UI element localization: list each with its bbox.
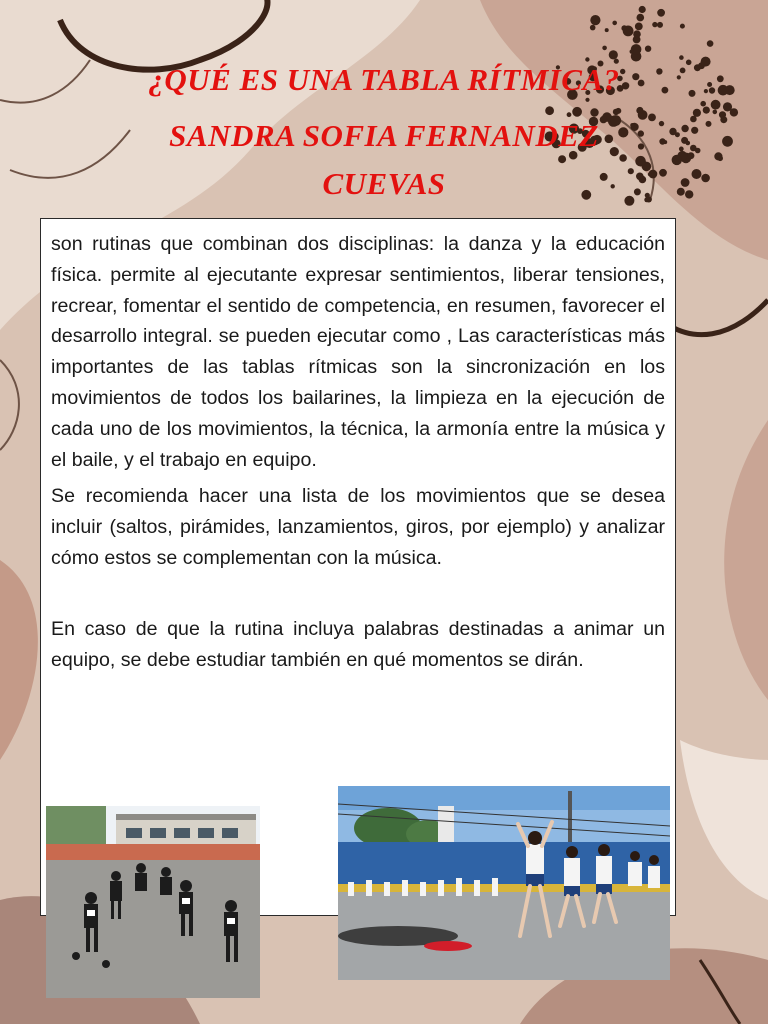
paragraph-definition: son rutinas que combinan dos disciplinas: la danza y la educación física. permite al ejecutante expresar sentimientos, liberar tensiones, recrear, fomentar el sentido de competencia, en resumen, favorecer el desarrollo integral. se pueden ejecutar como , Las características más importantes de las tablas rítmicas son la sincronización en los movimientos de todos los bailarines, la limpieza en la ejecución de cada uno de los movimientos, la técnica, la armonía entre la música y el baile, y el trabajo en equipo. — [51, 233, 665, 471]
dance-photo-outdoor — [338, 786, 670, 980]
page-title: ¿QUÉ ES UNA TABLA RÍTMICA? — [148, 62, 620, 97]
paragraph-recommendation: Se recomienda hacer una lista de los movimientos que se desea incluir (saltos, pirámides, lanzamientos, giros, por ejemplo) y analizar cómo estos se complementan con la música. — [51, 485, 665, 569]
paragraph-cheer-words: En caso de que la rutina incluya palabras destinadas a animar un equipo, se debe estudiar también en qué momentos se dirán. — [51, 617, 665, 671]
author-name: SANDRA SOFIA FERNANDEZ — [169, 118, 599, 153]
author-surname: CUEVAS — [322, 166, 446, 201]
dance-photo-courtyard — [46, 806, 260, 998]
